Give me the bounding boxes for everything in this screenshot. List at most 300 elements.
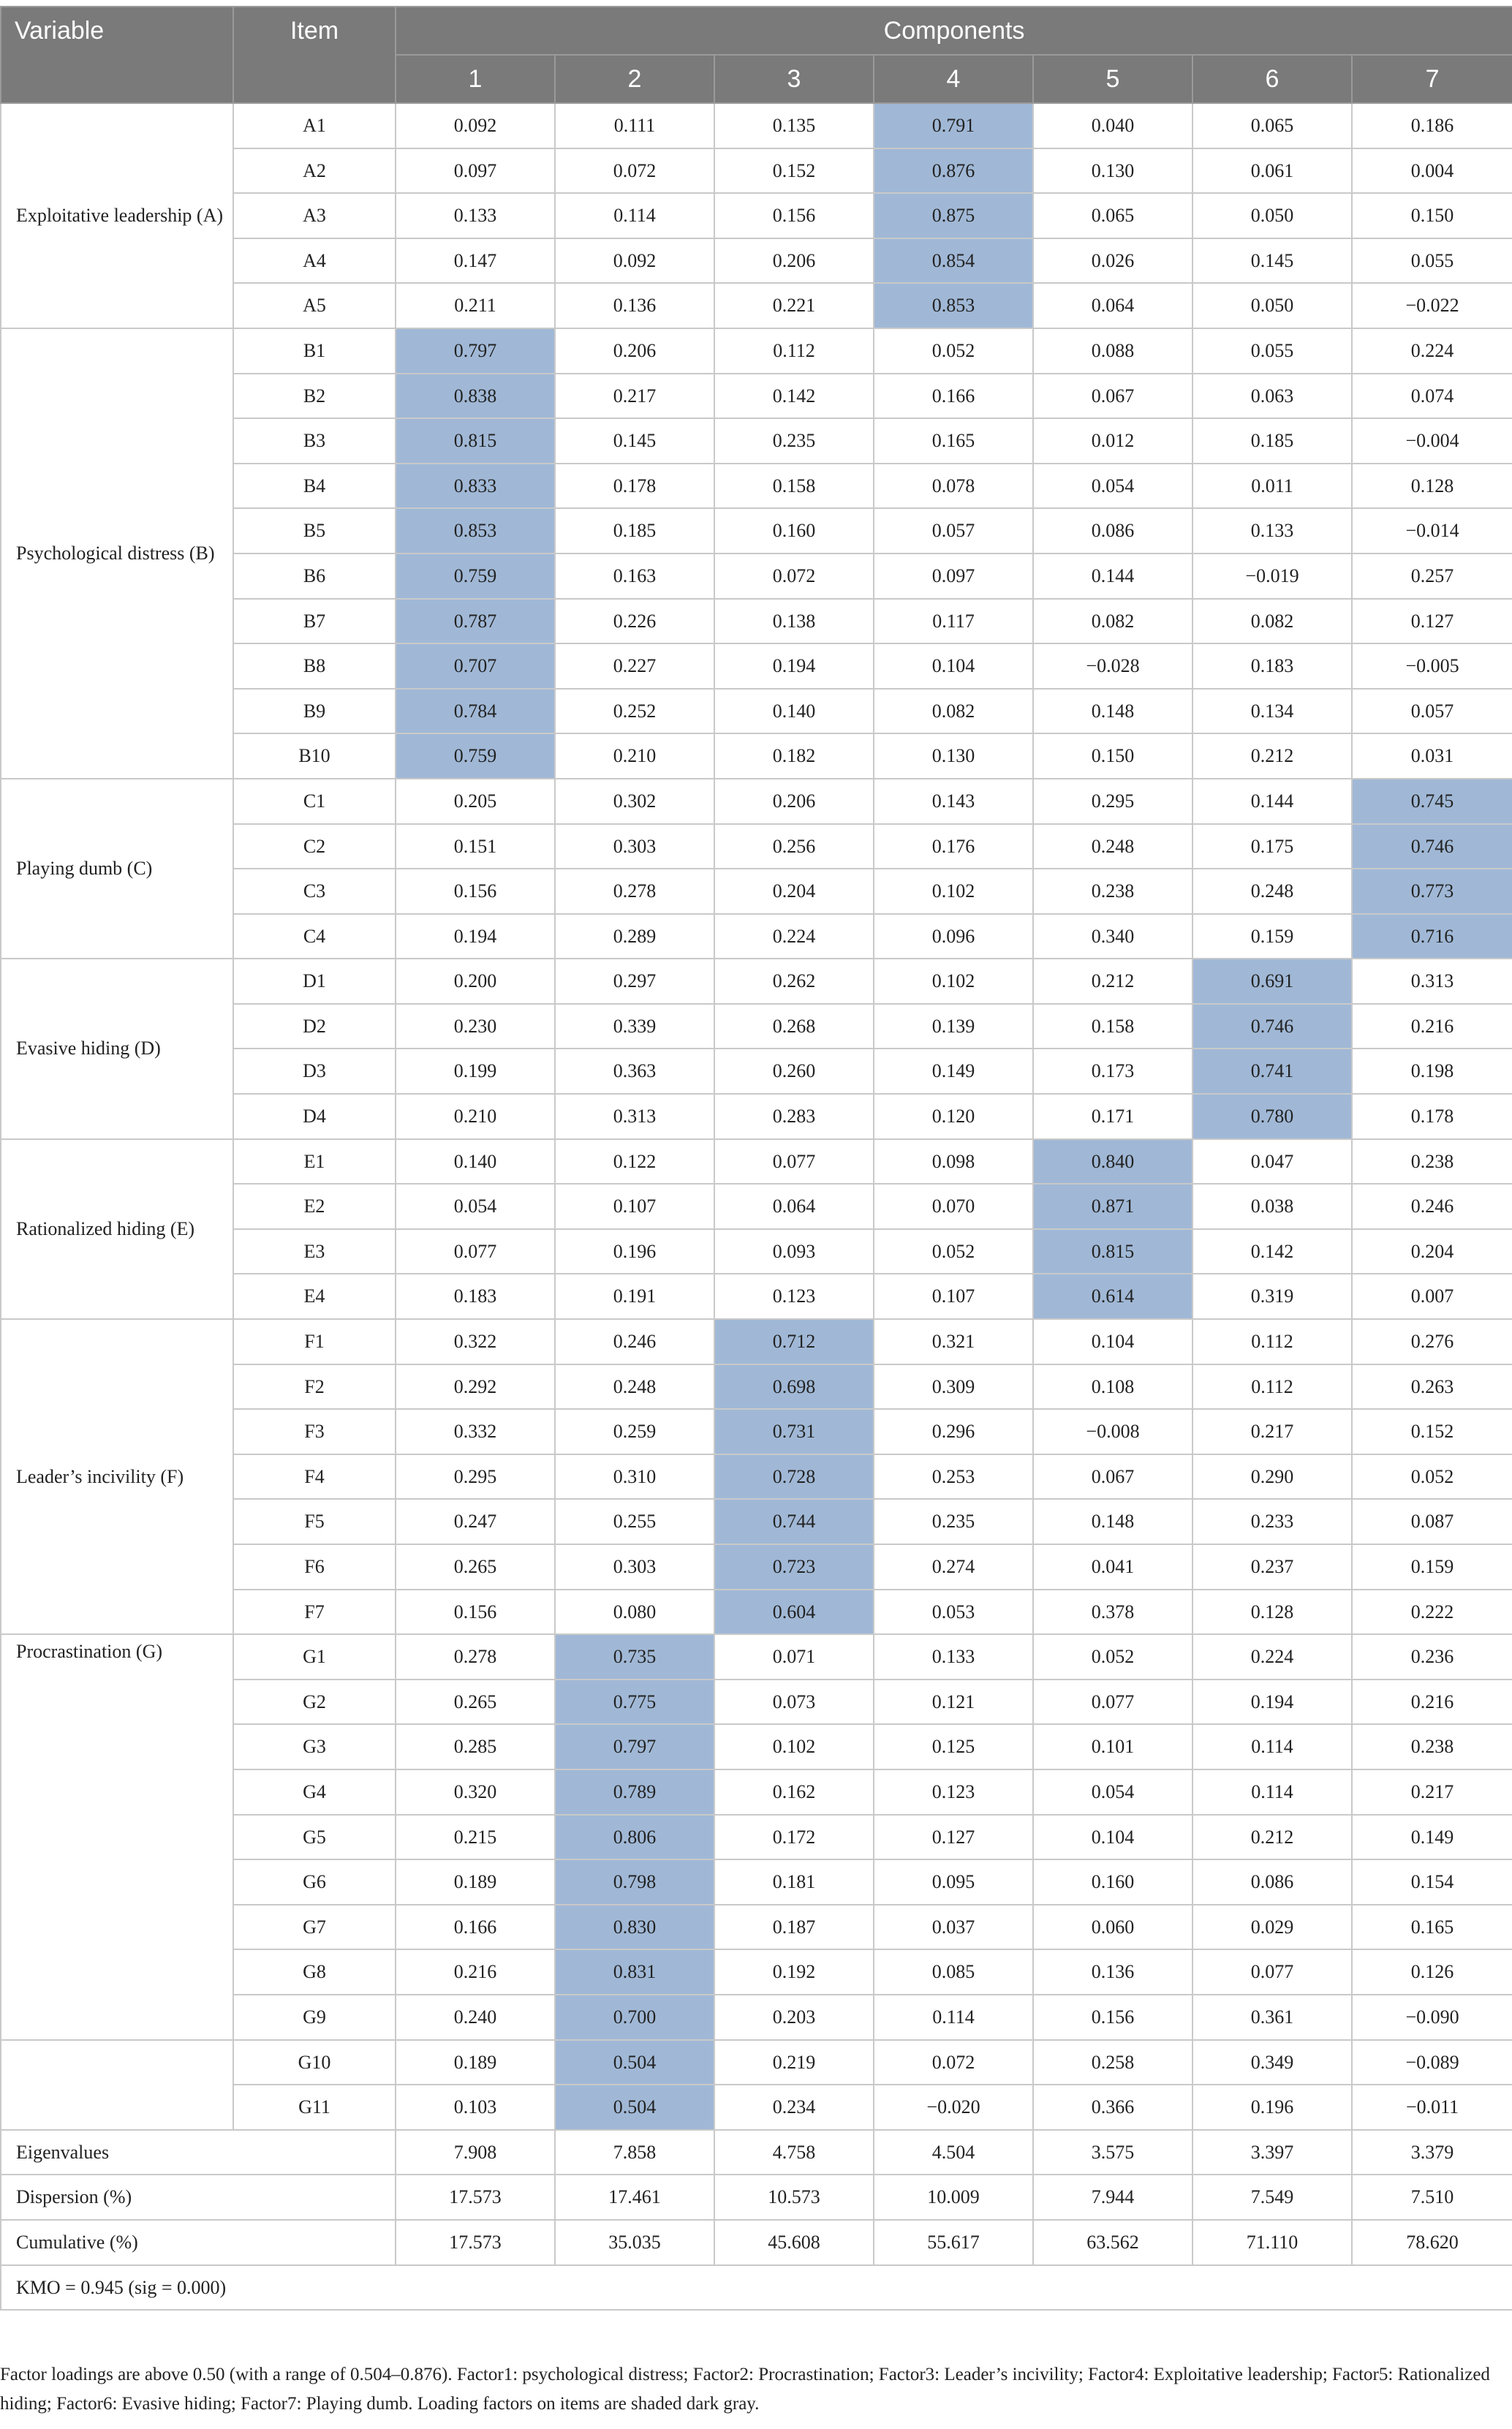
loading-cell: 0.246	[555, 1319, 714, 1364]
table-row	[1, 959, 1512, 1004]
loading-cell: 0.136	[555, 283, 714, 328]
summary-value: 17.573	[396, 2220, 555, 2265]
loading-cell: 0.053	[874, 1590, 1033, 1635]
loading-cell-highlighted: 0.731	[714, 1409, 874, 1454]
loading-cell: 0.114	[1192, 1724, 1352, 1769]
table-row	[1, 1634, 1512, 1680]
item-code: F4	[233, 1454, 396, 1500]
table-row	[1, 2040, 1512, 2085]
loading-cell: 0.196	[1192, 2085, 1352, 2130]
item-code: B3	[233, 418, 396, 464]
item-code: G11	[233, 2085, 396, 2130]
loading-cell: 0.144	[1033, 554, 1192, 599]
header-component-7: 7	[1352, 55, 1512, 103]
loading-cell: 0.290	[1192, 1454, 1352, 1500]
loading-cell: 0.156	[396, 1590, 555, 1635]
loading-cell: 0.136	[1033, 1949, 1192, 1995]
loading-cell: 0.189	[396, 2040, 555, 2085]
loading-cell: 0.171	[1033, 1094, 1192, 1139]
loading-cell-highlighted: 0.504	[555, 2085, 714, 2130]
variable-label: Leader’s incivility (F)	[1, 1319, 233, 1634]
loading-cell: 0.064	[1033, 283, 1192, 328]
loading-cell: 0.302	[555, 779, 714, 824]
loading-cell: 0.235	[714, 418, 874, 464]
loading-cell: 0.295	[1033, 779, 1192, 824]
loading-cell: 0.070	[874, 1184, 1033, 1229]
loading-cell: 0.112	[714, 328, 874, 374]
loading-cell: 0.128	[1192, 1590, 1352, 1635]
item-code: G6	[233, 1859, 396, 1905]
loading-cell-highlighted: 0.741	[1192, 1049, 1352, 1094]
loading-cell-highlighted: 0.831	[555, 1949, 714, 1995]
summary-value: 3.379	[1352, 2130, 1512, 2175]
loading-cell: 0.126	[1352, 1949, 1512, 1995]
variable-label: Procrastination (G)	[1, 1634, 233, 2039]
loading-cell: 0.203	[714, 1995, 874, 2040]
summary-value: 78.620	[1352, 2220, 1512, 2265]
header-item: Item	[233, 7, 396, 103]
loading-cell-highlighted: 0.797	[396, 328, 555, 374]
loading-cell: 0.212	[1192, 733, 1352, 779]
loading-cell: 0.160	[1033, 1859, 1192, 1905]
item-code: E2	[233, 1184, 396, 1229]
loading-cell: 0.236	[1352, 1634, 1512, 1680]
loading-cell: −0.008	[1033, 1409, 1192, 1454]
loading-cell: 0.127	[874, 1815, 1033, 1860]
item-code: C2	[233, 824, 396, 869]
loading-cell: 0.222	[1352, 1590, 1512, 1635]
loading-cell: 0.206	[555, 328, 714, 374]
summary-row	[1, 2130, 1512, 2175]
variable-label	[1, 2040, 233, 2130]
loading-cell: 0.026	[1033, 238, 1192, 284]
loading-cell: −0.090	[1352, 1995, 1512, 2040]
loading-cell: 0.289	[555, 914, 714, 959]
item-code: A2	[233, 148, 396, 194]
loading-cell: 0.248	[1033, 824, 1192, 869]
loading-cell: 0.040	[1033, 103, 1192, 148]
loading-cell: 0.216	[1352, 1680, 1512, 1725]
loading-cell: 0.187	[714, 1905, 874, 1950]
loading-cell-highlighted: 0.798	[555, 1859, 714, 1905]
loading-cell: 0.212	[1033, 959, 1192, 1004]
loading-cell: 0.112	[1192, 1319, 1352, 1364]
loading-cell: 0.198	[1352, 1049, 1512, 1094]
summary-value: 17.573	[396, 2175, 555, 2220]
item-code: G4	[233, 1769, 396, 1815]
loading-cell: 0.080	[555, 1590, 714, 1635]
item-code: B6	[233, 554, 396, 599]
loading-cell: 0.087	[1352, 1499, 1512, 1544]
loading-cell: 0.101	[1033, 1724, 1192, 1769]
table-body	[1, 103, 1512, 2310]
loading-cell: 0.278	[555, 869, 714, 914]
loading-cell: 0.263	[1352, 1364, 1512, 1410]
loading-cell-highlighted: 0.504	[555, 2040, 714, 2085]
loading-cell-highlighted: 0.797	[555, 1724, 714, 1769]
summary-value: 4.504	[874, 2130, 1033, 2175]
loading-cell: 0.103	[396, 2085, 555, 2130]
loading-cell: 0.065	[1033, 193, 1192, 238]
loading-cell: 0.234	[714, 2085, 874, 2130]
loading-cell: 0.057	[874, 508, 1033, 554]
loading-cell: 0.158	[1033, 1004, 1192, 1049]
loading-cell: 0.054	[396, 1184, 555, 1229]
variable-label: Exploitative leadership (A)	[1, 103, 233, 328]
loading-cell: 0.148	[1033, 1499, 1192, 1544]
loading-cell: 0.159	[1192, 914, 1352, 959]
loading-cell: 0.133	[1192, 508, 1352, 554]
loading-cell: 0.154	[1352, 1859, 1512, 1905]
item-code: D3	[233, 1049, 396, 1094]
loading-cell-highlighted: 0.840	[1033, 1139, 1192, 1185]
item-code: G3	[233, 1724, 396, 1769]
loading-cell: 0.191	[555, 1274, 714, 1319]
loading-cell: 0.310	[555, 1454, 714, 1500]
item-code: B2	[233, 374, 396, 419]
loading-cell: 0.313	[1352, 959, 1512, 1004]
loading-cell: 0.206	[714, 238, 874, 284]
loading-cell: 0.147	[396, 238, 555, 284]
loading-cell: 0.067	[1033, 1454, 1192, 1500]
loading-cell: 0.274	[874, 1544, 1033, 1590]
summary-value: 35.035	[555, 2220, 714, 2265]
summary-row	[1, 2175, 1512, 2220]
loading-cell: 0.339	[555, 1004, 714, 1049]
summary-value: 63.562	[1033, 2220, 1192, 2265]
loading-cell: 0.133	[874, 1634, 1033, 1680]
loading-cell: 0.151	[396, 824, 555, 869]
loading-cell: 0.112	[1192, 1364, 1352, 1410]
table-footnote: Factor loadings are above 0.50 (with a range of 0.504–0.876). Factor1: psychological distress; Factor2: Procrastination; Factor3: Leader’s incivility; Factor4: Exploitative leadership; Factor5: Rationalized hiding; Factor6: Evasive hiding; Factor7: Playing dumb. Loading factors on items are shaded dark gray.	[0, 2365, 1490, 2414]
loading-cell: −0.005	[1352, 643, 1512, 689]
summary-value: 7.908	[396, 2130, 555, 2175]
loading-cell: 0.142	[714, 374, 874, 419]
loading-cell: 0.246	[1352, 1184, 1512, 1229]
loading-cell: 0.349	[1192, 2040, 1352, 2085]
loading-cell: 0.061	[1192, 148, 1352, 194]
loading-cell-highlighted: 0.780	[1192, 1094, 1352, 1139]
loading-cell: 0.238	[1352, 1139, 1512, 1185]
loading-cell: 0.181	[714, 1859, 874, 1905]
loading-cell-highlighted: 0.875	[874, 193, 1033, 238]
item-code: B1	[233, 328, 396, 374]
item-code: D1	[233, 959, 396, 1004]
loading-cell: 0.309	[874, 1364, 1033, 1410]
summary-value: 7.510	[1352, 2175, 1512, 2220]
summary-value: 7.549	[1192, 2175, 1352, 2220]
loading-cell: 0.086	[1192, 1859, 1352, 1905]
loading-cell-highlighted: 0.871	[1033, 1184, 1192, 1229]
loading-cell: 0.063	[1192, 374, 1352, 419]
loading-cell: 0.217	[555, 374, 714, 419]
loading-cell: 0.192	[714, 1949, 874, 1995]
header-component-1: 1	[396, 55, 555, 103]
loading-cell-highlighted: 0.815	[1033, 1229, 1192, 1274]
loading-cell-highlighted: 0.707	[396, 643, 555, 689]
loading-cell: 0.102	[714, 1724, 874, 1769]
item-code: E3	[233, 1229, 396, 1274]
loading-cell: 0.292	[396, 1364, 555, 1410]
loading-cell: 0.322	[396, 1319, 555, 1364]
loading-cell: −0.019	[1192, 554, 1352, 599]
loading-cell: 0.233	[1192, 1499, 1352, 1544]
item-code: G9	[233, 1995, 396, 2040]
loading-cell: 0.165	[1352, 1905, 1512, 1950]
loading-cell: −0.028	[1033, 643, 1192, 689]
loading-cell: 0.158	[714, 464, 874, 509]
loading-cell-highlighted: 0.746	[1192, 1004, 1352, 1049]
loading-cell: 0.077	[396, 1229, 555, 1274]
loading-cell: 0.212	[1192, 1815, 1352, 1860]
loading-cell-highlighted: 0.614	[1033, 1274, 1192, 1319]
loading-cell: 0.065	[1192, 103, 1352, 148]
loading-cell: 0.194	[714, 643, 874, 689]
variable-label: Rationalized hiding (E)	[1, 1139, 233, 1319]
loading-cell: 0.283	[714, 1094, 874, 1139]
loading-cell: 0.303	[555, 1544, 714, 1590]
loading-cell: 0.096	[874, 914, 1033, 959]
summary-value: 4.758	[714, 2130, 874, 2175]
loading-cell: 0.095	[874, 1859, 1033, 1905]
loading-cell: 0.256	[714, 824, 874, 869]
loading-cell: 0.194	[1192, 1680, 1352, 1725]
loading-cell-highlighted: 0.853	[874, 283, 1033, 328]
loading-cell: 0.145	[555, 418, 714, 464]
loading-cell: 0.052	[874, 328, 1033, 374]
loading-cell: 0.073	[714, 1680, 874, 1725]
loading-cell: 0.092	[555, 238, 714, 284]
loading-cell: 0.078	[874, 464, 1033, 509]
loading-cell-highlighted: 0.787	[396, 599, 555, 644]
summary-value: 3.575	[1033, 2130, 1192, 2175]
item-code: F5	[233, 1499, 396, 1544]
variable-label: Evasive hiding (D)	[1, 959, 233, 1138]
loading-cell: 0.007	[1352, 1274, 1512, 1319]
item-code: A5	[233, 283, 396, 328]
loading-cell: 0.097	[874, 554, 1033, 599]
loading-cell: 0.123	[714, 1274, 874, 1319]
loading-cell: 0.152	[714, 148, 874, 194]
loading-cell-highlighted: 0.691	[1192, 959, 1352, 1004]
factor-loading-table	[0, 6, 1512, 2311]
kmo-row	[1, 2265, 1512, 2311]
item-code: G2	[233, 1680, 396, 1725]
item-code: C4	[233, 914, 396, 959]
loading-cell: 0.125	[874, 1724, 1033, 1769]
loading-cell-highlighted: 0.789	[555, 1769, 714, 1815]
table-header	[1, 7, 1512, 103]
table-row	[1, 779, 1512, 824]
loading-cell: 0.221	[714, 283, 874, 328]
loading-cell-highlighted: 0.791	[874, 103, 1033, 148]
loading-cell: 0.011	[1192, 464, 1352, 509]
loading-cell: 0.296	[874, 1409, 1033, 1454]
loading-cell: 0.102	[874, 869, 1033, 914]
loading-cell: 0.178	[1352, 1094, 1512, 1139]
summary-value: 3.397	[1192, 2130, 1352, 2175]
loading-cell: 0.258	[1033, 2040, 1192, 2085]
loading-cell: 0.278	[396, 1634, 555, 1680]
loading-cell-highlighted: 0.876	[874, 148, 1033, 194]
item-code: D4	[233, 1094, 396, 1139]
loading-cell: −0.004	[1352, 418, 1512, 464]
loading-cell: 0.216	[396, 1949, 555, 1995]
loading-cell: 0.252	[555, 689, 714, 734]
loading-cell: 0.237	[1192, 1544, 1352, 1590]
loading-cell: 0.156	[714, 193, 874, 238]
loading-cell: 0.230	[396, 1004, 555, 1049]
loading-cell: 0.114	[555, 193, 714, 238]
loading-cell-highlighted: 0.838	[396, 374, 555, 419]
loading-cell: 0.120	[874, 1094, 1033, 1139]
header-component-2: 2	[555, 55, 714, 103]
loading-cell: 0.199	[396, 1049, 555, 1094]
loading-cell-highlighted: 0.700	[555, 1995, 714, 2040]
loading-cell: 0.366	[1033, 2085, 1192, 2130]
loading-cell: 0.097	[396, 148, 555, 194]
loading-cell: 0.114	[874, 1995, 1033, 2040]
summary-label: Eigenvalues	[1, 2130, 396, 2175]
loading-cell: 0.166	[396, 1905, 555, 1950]
loading-cell: 0.121	[874, 1680, 1033, 1725]
loading-cell: 0.176	[874, 824, 1033, 869]
loading-cell: 0.029	[1192, 1905, 1352, 1950]
loading-cell: 0.104	[1033, 1815, 1192, 1860]
header-component-5: 5	[1033, 55, 1192, 103]
item-code: F7	[233, 1590, 396, 1635]
loading-cell: 0.227	[555, 643, 714, 689]
loading-cell: 0.082	[1033, 599, 1192, 644]
loading-cell: 0.185	[1192, 418, 1352, 464]
loading-cell: 0.255	[555, 1499, 714, 1544]
item-code: C1	[233, 779, 396, 824]
item-code: B4	[233, 464, 396, 509]
loading-cell: 0.159	[1352, 1544, 1512, 1590]
loading-cell: 0.114	[1192, 1769, 1352, 1815]
table-row	[1, 328, 1512, 374]
loading-cell: 0.260	[714, 1049, 874, 1094]
item-code: F6	[233, 1544, 396, 1590]
loading-cell: 0.107	[874, 1274, 1033, 1319]
loading-cell: 0.196	[555, 1229, 714, 1274]
item-code: B8	[233, 643, 396, 689]
loading-cell-highlighted: 0.604	[714, 1590, 874, 1635]
summary-value: 7.944	[1033, 2175, 1192, 2220]
item-code: B7	[233, 599, 396, 644]
loading-cell: 0.238	[1352, 1724, 1512, 1769]
loading-cell: 0.142	[1192, 1229, 1352, 1274]
loading-cell: 0.134	[1192, 689, 1352, 734]
item-code: F1	[233, 1319, 396, 1364]
header-components: Components	[396, 7, 1512, 55]
loading-cell: 0.240	[396, 1995, 555, 2040]
loading-cell: 0.140	[714, 689, 874, 734]
loading-cell: 0.107	[555, 1184, 714, 1229]
loading-cell-highlighted: 0.745	[1352, 779, 1512, 824]
loading-cell: 0.265	[396, 1544, 555, 1590]
loading-cell: 0.130	[1033, 148, 1192, 194]
loading-cell-highlighted: 0.759	[396, 554, 555, 599]
loading-cell: 0.295	[396, 1454, 555, 1500]
loading-cell: 0.085	[874, 1949, 1033, 1995]
item-code: G5	[233, 1815, 396, 1860]
loading-cell-highlighted: 0.854	[874, 238, 1033, 284]
loading-cell: 0.037	[874, 1905, 1033, 1950]
loading-cell-highlighted: 0.712	[714, 1319, 874, 1364]
loading-cell: 0.130	[874, 733, 1033, 779]
summary-value: 10.573	[714, 2175, 874, 2220]
loading-cell: 0.104	[874, 643, 1033, 689]
loading-cell: 0.211	[396, 283, 555, 328]
table-row	[1, 1319, 1512, 1364]
loading-cell: 0.052	[1352, 1454, 1512, 1500]
loading-cell: 0.175	[1192, 824, 1352, 869]
loading-cell: 0.074	[1352, 374, 1512, 419]
loading-cell: 0.055	[1352, 238, 1512, 284]
loading-cell: 0.138	[714, 599, 874, 644]
loading-cell: 0.321	[874, 1319, 1033, 1364]
loading-cell: 0.165	[874, 418, 1033, 464]
loading-cell: 0.248	[555, 1364, 714, 1410]
loading-cell-highlighted: 0.735	[555, 1634, 714, 1680]
loading-cell: 0.111	[555, 103, 714, 148]
loading-cell-highlighted: 0.773	[1352, 869, 1512, 914]
loading-cell: 0.219	[714, 2040, 874, 2085]
loading-cell: 0.140	[396, 1139, 555, 1185]
loading-cell-highlighted: 0.716	[1352, 914, 1512, 959]
loading-cell: 0.172	[714, 1815, 874, 1860]
item-code: F2	[233, 1364, 396, 1410]
loading-cell-highlighted: 0.744	[714, 1499, 874, 1544]
loading-cell: 0.012	[1033, 418, 1192, 464]
loading-cell: 0.319	[1192, 1274, 1352, 1319]
table-row	[1, 1139, 1512, 1185]
loading-cell: 0.077	[1192, 1949, 1352, 1995]
loading-cell-highlighted: 0.746	[1352, 824, 1512, 869]
loading-cell: 0.166	[874, 374, 1033, 419]
loading-cell: 0.224	[714, 914, 874, 959]
item-code: A4	[233, 238, 396, 284]
loading-cell: 0.052	[874, 1229, 1033, 1274]
loading-cell: 0.313	[555, 1094, 714, 1139]
loading-cell: 0.135	[714, 103, 874, 148]
loading-cell: 0.320	[396, 1769, 555, 1815]
loading-cell: −0.014	[1352, 508, 1512, 554]
loading-cell: 0.189	[396, 1859, 555, 1905]
loading-cell: 0.238	[1033, 869, 1192, 914]
item-code: G7	[233, 1905, 396, 1950]
loading-cell: 0.150	[1033, 733, 1192, 779]
loading-cell: 0.092	[396, 103, 555, 148]
summary-value: 7.858	[555, 2130, 714, 2175]
item-code: B10	[233, 733, 396, 779]
summary-label: Dispersion (%)	[1, 2175, 396, 2220]
loading-cell: 0.259	[555, 1409, 714, 1454]
kmo-value: KMO = 0.945 (sig = 0.000)	[1, 2265, 1512, 2311]
loading-cell: 0.205	[396, 779, 555, 824]
loading-cell-highlighted: 0.723	[714, 1544, 874, 1590]
loading-cell: 0.253	[874, 1454, 1033, 1500]
header-component-6: 6	[1192, 55, 1352, 103]
loading-cell: 0.149	[1352, 1815, 1512, 1860]
loading-cell: 0.262	[714, 959, 874, 1004]
loading-cell: 0.093	[714, 1229, 874, 1274]
loading-cell: 0.217	[1192, 1409, 1352, 1454]
loading-cell: 0.082	[1192, 599, 1352, 644]
loading-cell: 0.123	[874, 1769, 1033, 1815]
loading-cell: 0.183	[1192, 643, 1352, 689]
